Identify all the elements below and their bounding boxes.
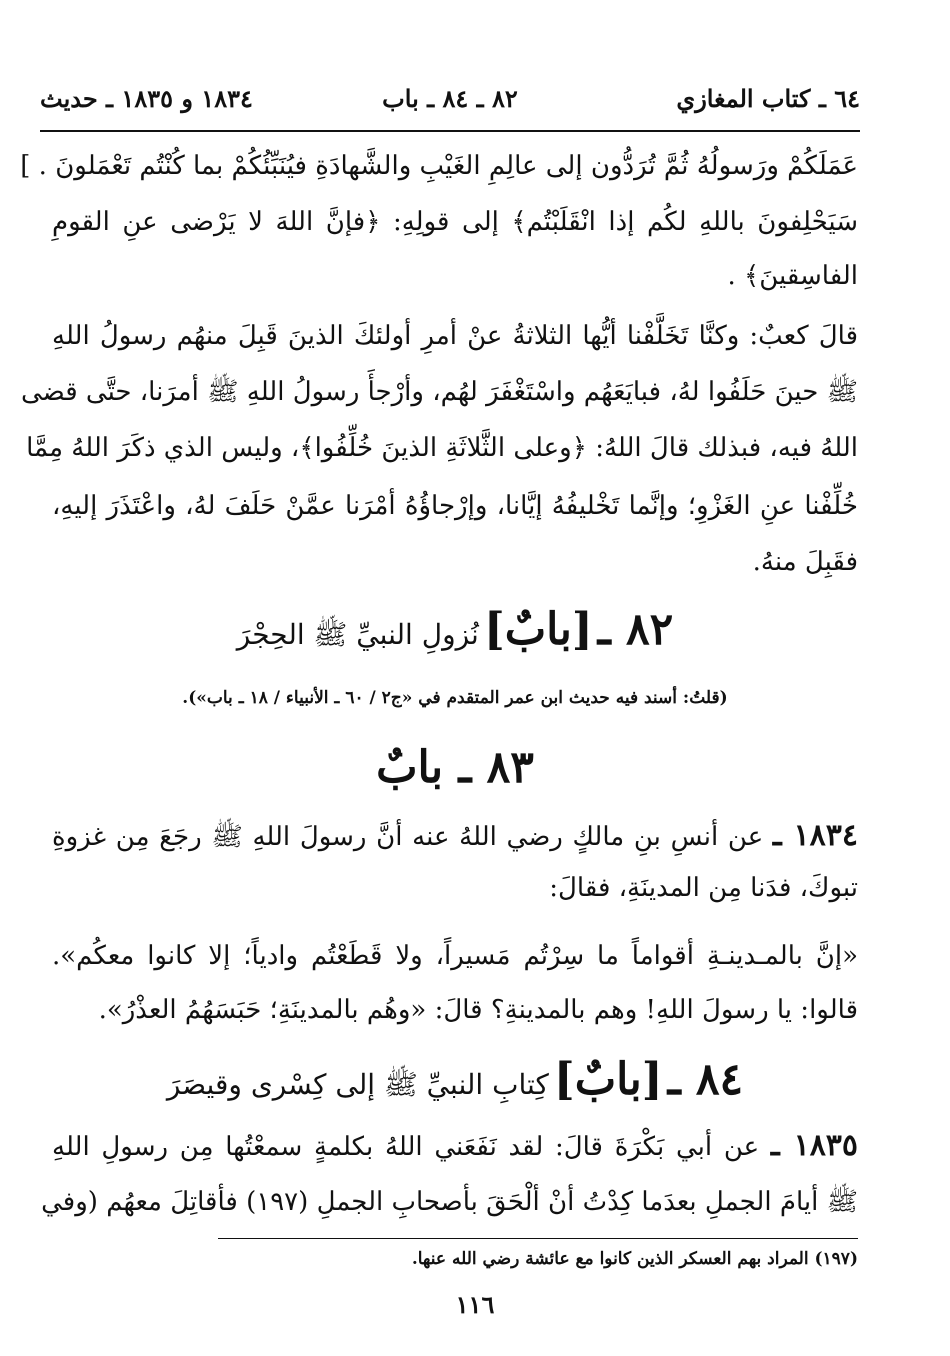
text-line: خُلِّفْنا عنِ الغَزْوِ؛ وإنَّما تَخْليفُهُ إيَّانا، وإرْجاؤُهُ أمْرَنا عمَّنْ حَلَفَ لهُ، واعْتَذَرَ إليهِ، (52, 491, 858, 521)
running-header (40, 84, 860, 124)
text-line: الفاسِقينَ﴾ . (727, 261, 858, 291)
section-title: كِتابِ النبيِّ ﷺ إلى كِسْرى وقيصَرَ (166, 1068, 549, 1101)
header-book-title: ٦٤ ـ كتاب المغازي (676, 84, 860, 113)
text-line: تبوكَ، فدَنا مِن المدينَةِ، فقالَ: (549, 873, 858, 903)
text-line: عَمَلَكُمْ ورَسولُهُ ثُمَّ تُرَدُّون إلى عالِمِ الغَيْبِ والشَّهادَةِ فيُنَبِّئُكُمْ بما كُنْتُم تَعْمَلونَ . ] (20, 151, 858, 181)
section-heading-84 (52, 1050, 858, 1110)
footnote: (١٩٧) المراد بهم العسكر الذين كانوا مع عائشة رضي الله عنها. (411, 1249, 858, 1269)
text-line: فقَبِلَ منهُ. (752, 547, 858, 577)
hadith-text: عن أبي بَكْرَةَ قالَ: لقد نَفَعَني اللهُ بكلمةٍ سمعْتُها مِن رسولِ اللهِ (52, 1132, 760, 1162)
section-number: ٨٤ ـ (667, 1054, 744, 1105)
section-title: ٨٣ ـ بابٌ (376, 742, 534, 793)
section-heading-82 (52, 600, 858, 660)
text-line: سَيَحْلِفونَ باللهِ لكُم إذا انْقَلَبْتُم﴾ إلى قولِهِ: ﴿فإنَّ اللهَ لا يَرْضى عنِ القومِ (52, 207, 858, 237)
header-divider (40, 130, 860, 132)
section-bab-label: [بابٌ] (483, 604, 593, 655)
text-line: قالوا: يا رسولَ اللهِ! وهم بالمدينةِ؟ قالَ: «وهُم بالمدينَةِ؛ حَبَسَهُمُ العذْرُ». (98, 995, 858, 1025)
page-number: ١١٦ (455, 1290, 495, 1319)
section-bab-label: [بابٌ] (553, 1054, 663, 1105)
text-line: قالَ كعبٌ: وكنَّا تَخَلَّفْنا أيُّها الثلاثةُ عنْ أمرِ أولئكَ الذينَ قَبِلَ منهُم رسولُ اللهِ (52, 321, 858, 351)
hadith-text: عن أنسِ بنِ مالكٍ رضي اللهُ عنه أنَّ رسولَ اللهِ ﷺ رجَعَ مِن غزوةِ (52, 822, 764, 852)
text-line: «إنَّ بالمـدينـةِ أقواماً ما سِرْتُم مَسيراً، ولا قَطَعْتُم وادياً؛ إلا كانوا معكُم». (52, 941, 858, 971)
hadith-number: ١٨٣٥ ـ (770, 1128, 859, 1163)
text-line: ﷺ أيامَ الجملِ بعدَما كِدْتُ أنْ ألْحَقَ بأصحابِ الجملِ (١٩٧) فأقاتِلَ معهُم (وفي (41, 1187, 858, 1217)
hadith-1835-line (52, 1126, 858, 1166)
header-chapter-range: ٨٢ ـ ٨٤ ـ باب (382, 84, 518, 113)
header-hadith-range: ١٨٣٤ و ١٨٣٥ ـ حديث (40, 84, 253, 113)
section-heading-83 (52, 738, 858, 798)
hadith-number: ١٨٣٤ ـ (772, 818, 858, 853)
text-line: ﷺ حينَ حَلَفُوا لهُ، فبايَعَهُم واسْتَغْفَرَ لهُم، وأرْجأَ رسولُ اللهِ ﷺ أمرَنا، حتَّى قضى (21, 377, 858, 407)
hadith-1834-line (52, 816, 858, 856)
editor-note: (قلتُ: أسند فيه حديث ابن عمر المتقدم في «ج٢ / ٦٠ ـ الأنبياء / ١٨ ـ باب»). (182, 688, 728, 708)
section-title: نُزولِ النبيِّ ﷺ الحِجْرَ (236, 618, 479, 651)
text-line: اللهُ فيه، فبذلك قالَ اللهُ: ﴿وعلى الثَّلاثَةِ الذينَ خُلِّفُوا﴾، وليس الذي ذكَرَ اللهُ مِمَّا (26, 433, 858, 463)
footnote-divider (218, 1238, 858, 1239)
section-number: ٨٢ ـ (597, 604, 674, 655)
